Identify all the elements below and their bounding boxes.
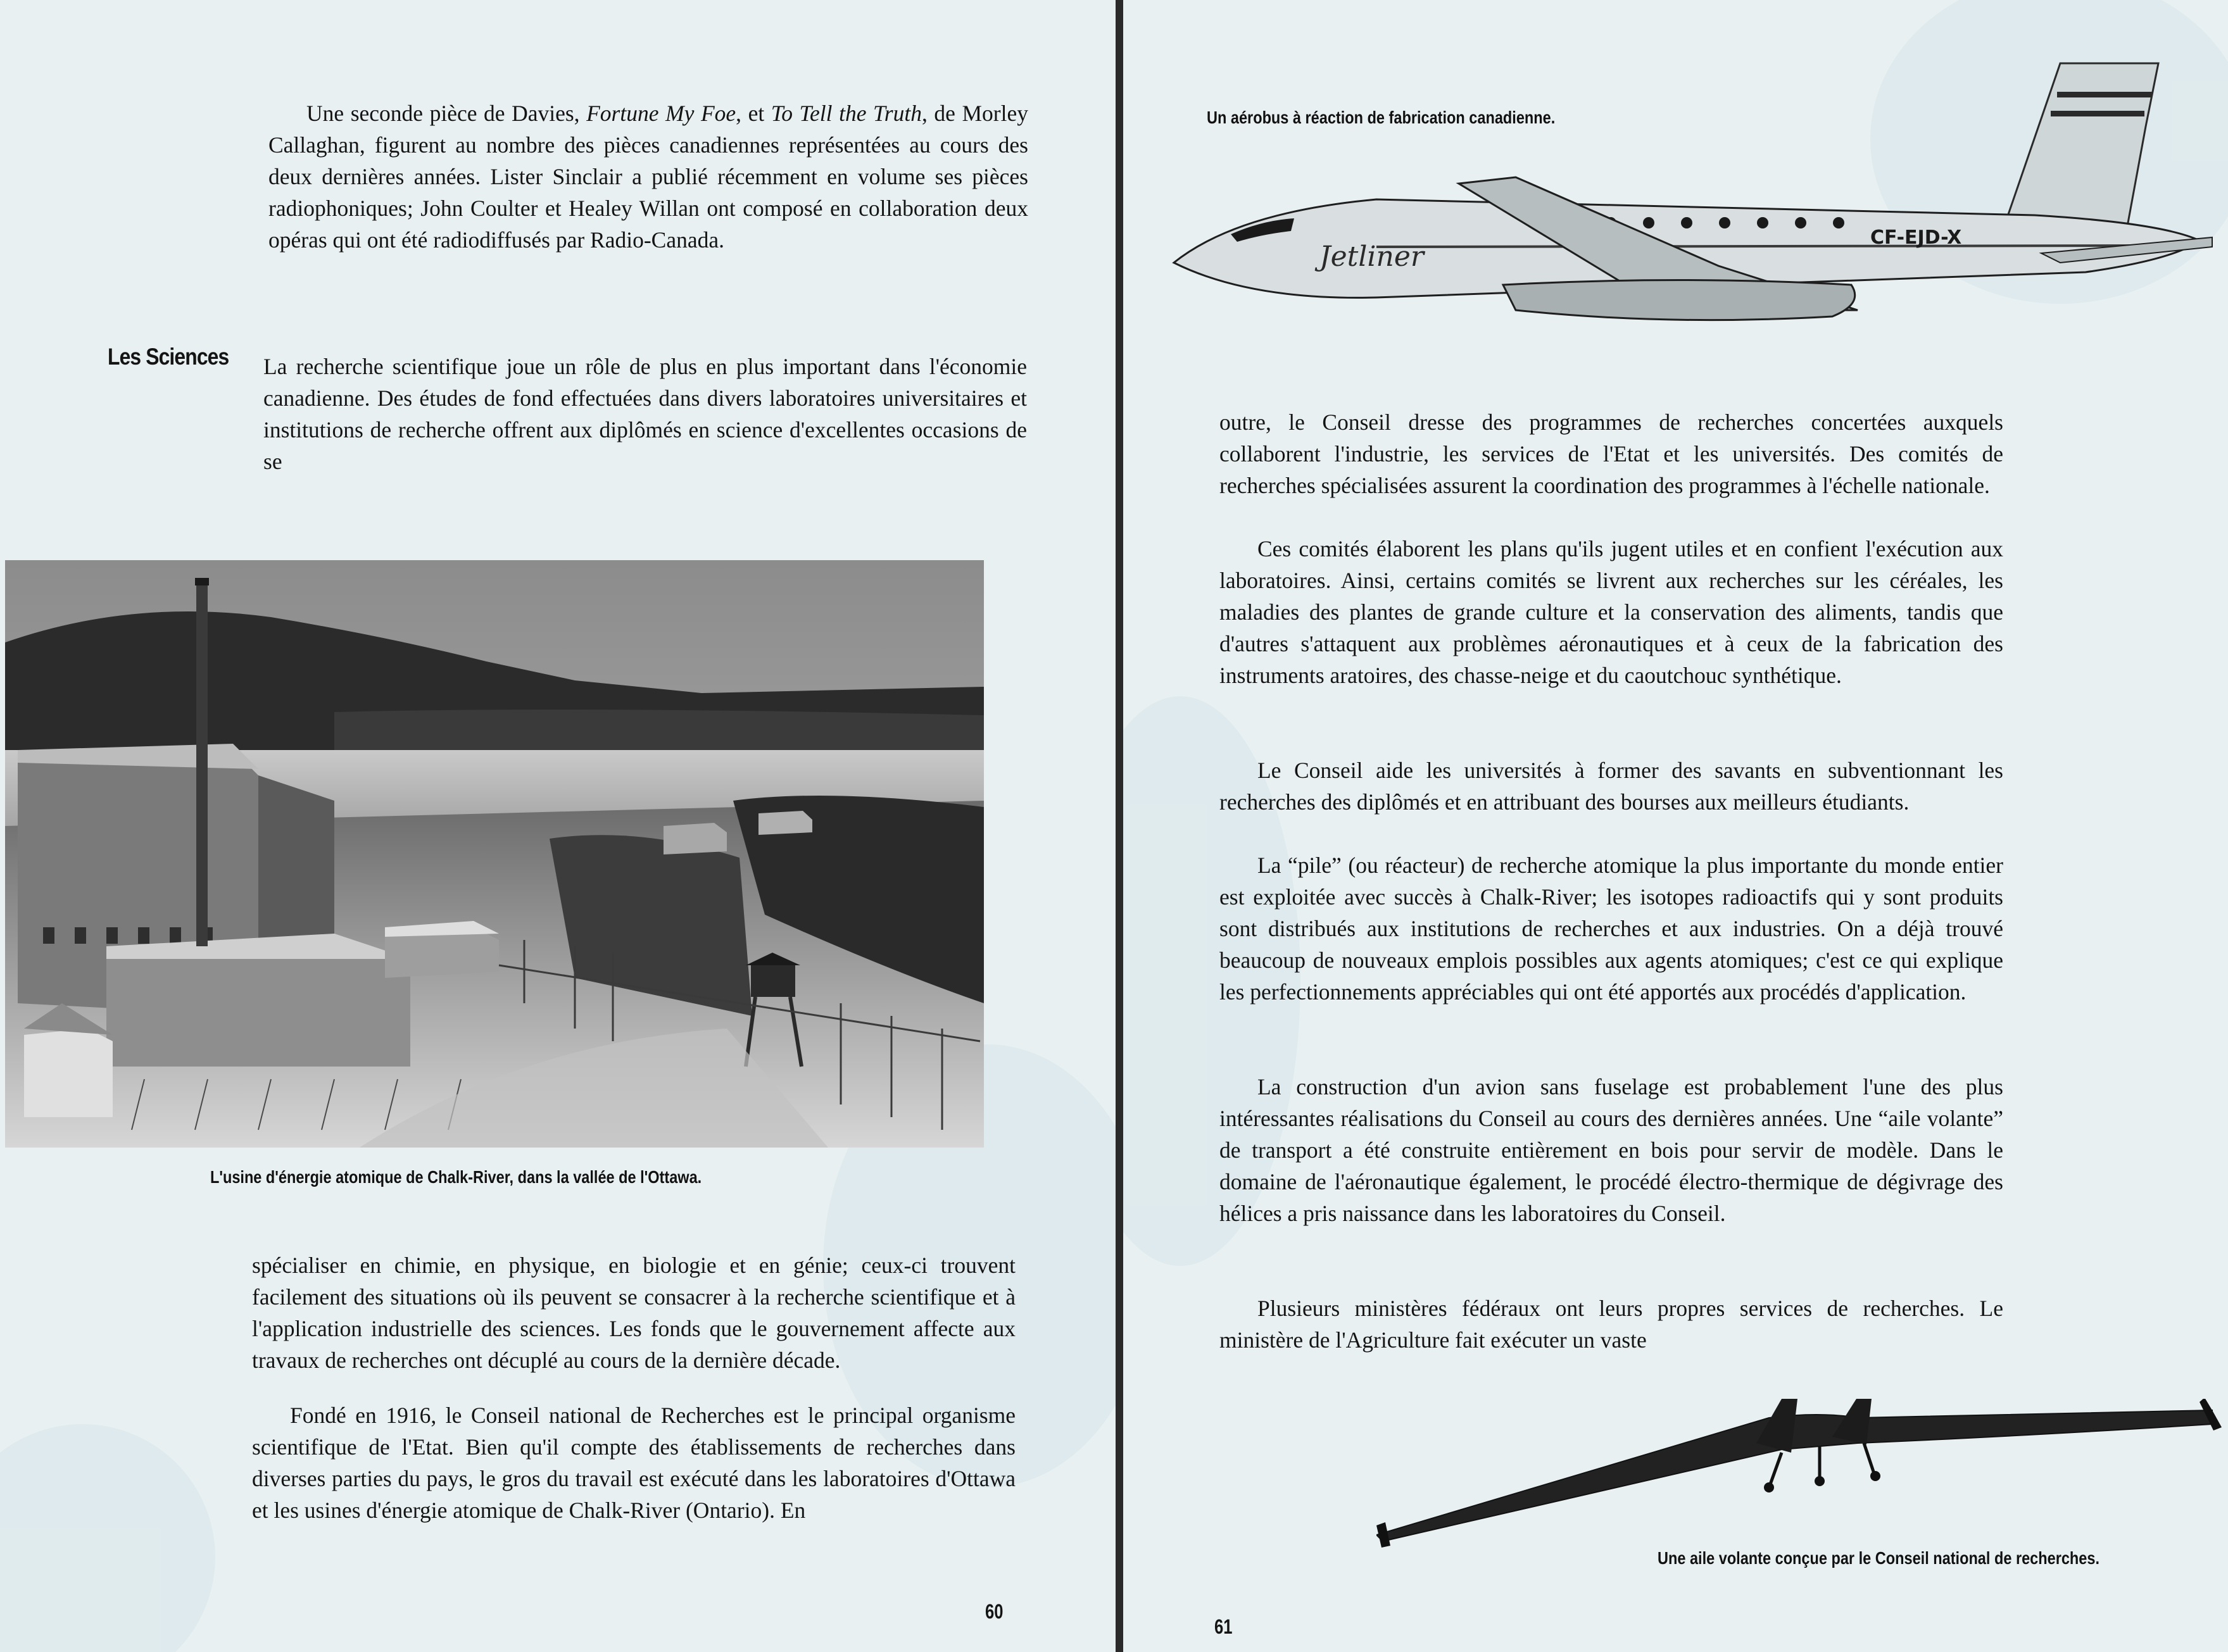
paragraph-text: Fondé en 1916, le Conseil national de Recherches est le principal organisme scientifique de l'Etat. Bien qu'il compte des établissements de recherches dans diverses parties du pays, le gros du travail est exécuté dans les laboratoires d'Ottawa et les usines d'énergie atomique de Chalk-River (Ontario). En <box>252 1403 1016 1523</box>
paragraph-outre: outre, le Conseil dresse des programmes de recherches concertées auxquels collaborent l'industrie, les services de l'Etat et les universités. Des comités de recherches spécialisées assurent la coordination des programmes à l'échelle nationale. <box>1219 410 2003 498</box>
jetliner-aircraft-image <box>1161 57 2219 392</box>
flying-wing-aircraft-image <box>1376 1399 2225 1551</box>
section-heading-sciences: Les Sciences <box>108 344 229 370</box>
paragraph-text: La “pile” (ou réacteur) de recherche atomique la plus importante du monde entier est exploitée avec succès à Chalk-River; les isotopes radioactifs qui y sont produits sont distribués aux institutions de recherches et aux industries. On a déjà trouvé beaucoup de nouveaux emplois possibles aux agents atomiques; c'est ce qui explique les perfectionnements appréciables qui ont été apportés aux procédés d'application. <box>1219 853 2003 1004</box>
bleed-through-texture <box>0 1424 215 1652</box>
paragraph-sciences: La recherche scientifique joue un rôle de plus en plus important dans l'économie canadienne. Des études de fond effectuées dans divers laboratoires universitaires et institutions de recherche offrent aux diplômés en science d'excellentes occasions de se <box>263 354 1027 474</box>
chalk-river-plant-image <box>5 560 984 1148</box>
jetliner-photo <box>1161 57 2219 392</box>
paragraph-text: La construction d'un avion sans fuselage est probablement l'une des plus intéressantes réalisations du Conseil au cours des dernières années. Une “aile volante” de transport a été construite entièrement en bois pour servir de modèle. Dans le domaine de l'aéronautique également, le procédé électro-thermique de dégivrage des hélices a pris naissance dans les laboratoires du Conseil. <box>1219 1074 2003 1226</box>
paragraph-continuation: spécialiser en chimie, en physique, en biologie et en génie; ceux-ci trouvent facilement des situations où ils peuvent se consacrer à la recherche scientifique et à l'application industrielle des sciences. Les fonds que le gouvernement affecte aux travaux de recherches ont décuplé au cours de la dernière décade. <box>252 1253 1016 1373</box>
play-title: Fortune My Foe <box>586 101 736 126</box>
paragraph-conseil <box>252 1399 1016 1526</box>
paragraph-text: Le Conseil aide les universités à former des savants en subventionnant les recherches des diplômés et en attribuant des bourses aux meilleurs étudiants. <box>1219 758 2003 815</box>
aircraft-registration: CF-EJD-X <box>1870 227 1962 249</box>
flying-wing-photo <box>1376 1399 2225 1551</box>
paragraph-aile-volante <box>1219 1071 2003 1229</box>
photo-caption-chalk-river: L'usine d'énergie atomique de Chalk-River, dans la vallée de l'Ottawa. <box>210 1167 702 1187</box>
paragraph-ministeres <box>1219 1292 2003 1356</box>
paragraph-universites <box>1219 754 2003 818</box>
right-page <box>1123 0 2228 1652</box>
photo-caption-flying-wing: Une aile volante conçue par le Conseil national de recherches. <box>1658 1548 2100 1568</box>
paragraph-text: Ces comités élaborent les plans qu'ils jugent utiles et en confient l'exécution aux laboratoires. Ainsi, certains comités se livrent aux recherches sur les céréales, les maladies des plantes de grande culture et la conservation des aliments, tandis que d'autres s'attaquent aux problèmes aéronautiques et à ceux de la fabrication des instruments aratoires, des chasse-neige et du caoutchouc synthétique. <box>1219 536 2003 688</box>
fuselage-script-name: Jetliner <box>1319 241 1424 273</box>
chalk-river-photo <box>5 560 984 1148</box>
paragraph-text: Plusieurs ministères fédéraux ont leurs propres services de recherches. Le ministère de l'Agriculture fait exécuter un vaste <box>1219 1296 2003 1353</box>
photo-caption-jetliner: Un aérobus à réaction de fabrication canadienne. <box>1207 108 1556 127</box>
paragraph-pile-atomique <box>1219 849 2003 1008</box>
paragraph-text: , de Morley Callaghan, figurent au nombre des pièces canadiennes représentées au cours des deux dernières années. Lister Sinclair a publié récemment en volume ses pièces radiophoniques; John Coulter et Healey Willan ont composé en collaboration deux opéras qui ont été radiodiffusés par Radio-Canada. <box>268 101 1028 253</box>
paragraph-theatre <box>268 97 1028 256</box>
play-title: To Tell the Truth <box>771 101 922 126</box>
page-number-left: 60 <box>985 1600 1004 1623</box>
paragraph-text: Une seconde pièce de Davies, <box>306 101 587 126</box>
paragraph-comites <box>1219 533 2003 691</box>
book-spine <box>1116 0 1123 1652</box>
page-number-right: 61 <box>1214 1615 1233 1638</box>
paragraph-text: , et <box>736 101 771 126</box>
